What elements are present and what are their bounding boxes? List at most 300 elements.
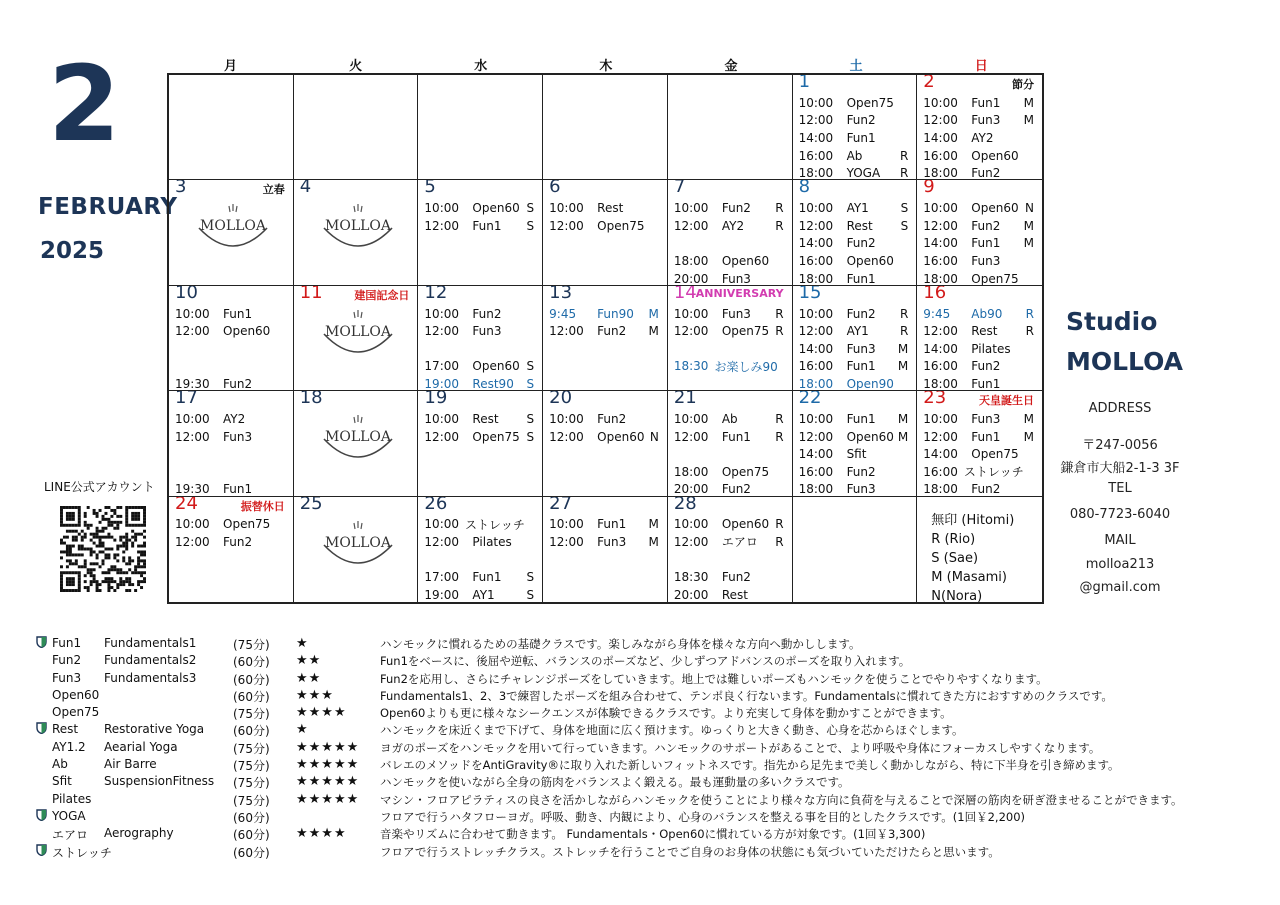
- entry-time: 17:00: [424, 570, 460, 585]
- schedule-entry[interactable]: [175, 322, 285, 340]
- day-number: 1: [798, 75, 811, 92]
- entry-class: Open60: [721, 517, 770, 532]
- calendar-cell: [294, 286, 419, 391]
- class-row: [36, 809, 1276, 826]
- entry-class: Open60: [971, 201, 1019, 216]
- entry-time: 20:00: [673, 271, 709, 286]
- schedule-entry[interactable]: [175, 463, 285, 481]
- entry-class: Fun90: [597, 306, 634, 321]
- class-row: [36, 688, 1276, 705]
- entry-time: 9:45: [549, 306, 577, 321]
- day-label: 天皇誕生日: [979, 394, 1034, 408]
- calendar-cell: [169, 180, 294, 285]
- calendar-cell: [294, 75, 419, 180]
- logo-text: MOLLOA: [324, 429, 391, 446]
- schedule-entry[interactable]: [923, 481, 1034, 497]
- entry-class: Fun1: [846, 359, 876, 374]
- schedule-entry[interactable]: [674, 428, 784, 446]
- entry-class: Open60: [597, 429, 645, 444]
- schedule-entry[interactable]: [674, 235, 784, 253]
- entry-instructor: M: [1023, 113, 1034, 128]
- schedule-entry[interactable]: [923, 410, 1034, 428]
- class-name: Aearial Yoga: [104, 739, 178, 754]
- schedule-entry[interactable]: [799, 410, 909, 428]
- class-row: [36, 757, 1276, 774]
- entry-instructor: M: [648, 517, 659, 532]
- schedule-entry[interactable]: [799, 217, 909, 235]
- entry-time: 16:00: [923, 148, 958, 163]
- schedule-entry[interactable]: [799, 252, 909, 270]
- molloa-logo: [320, 310, 396, 360]
- class-schedule: [175, 305, 285, 391]
- molloa-logo: [320, 204, 396, 254]
- entry-time: 12:00: [923, 429, 958, 444]
- class-description: Fundamentals1、2、3で練習したポーズを組み合わせて、テンポ良く行ないます。Fundamentalsに慣れてきた方におすすめのクラスです。: [380, 688, 1113, 703]
- entry-time: 12:00: [424, 429, 460, 444]
- entry-class: Ab: [846, 148, 863, 163]
- entry-class: Fun2: [971, 166, 1001, 181]
- schedule-entry[interactable]: [799, 164, 909, 180]
- class-schedule: [549, 305, 659, 340]
- schedule-entry[interactable]: [799, 270, 909, 286]
- schedule-entry[interactable]: [923, 463, 1034, 481]
- entry-time: 14:00: [923, 341, 958, 356]
- entry-class: ストレッチ: [465, 517, 525, 532]
- entry-time: 12:00: [923, 324, 958, 339]
- entry-time: 16:00: [798, 464, 834, 479]
- schedule-entry[interactable]: [674, 410, 784, 428]
- entry-time: 16:00: [923, 253, 958, 268]
- schedule-entry[interactable]: [424, 551, 534, 569]
- schedule-entry[interactable]: [799, 358, 909, 376]
- entry-class: Fun1: [846, 130, 876, 145]
- entry-time: 19:30: [175, 482, 210, 497]
- schedule-entry[interactable]: [799, 235, 909, 253]
- tel-number: 080-7723-6040: [1069, 507, 1171, 522]
- schedule-entry[interactable]: [923, 164, 1034, 180]
- calendar-cell: [917, 180, 1042, 285]
- entry-instructor: R: [1025, 306, 1034, 321]
- entry-instructor: M: [897, 341, 909, 356]
- schedule-entry[interactable]: [923, 112, 1034, 130]
- schedule-entry[interactable]: [175, 340, 285, 358]
- qr-code-icon[interactable]: [60, 506, 146, 592]
- schedule-entry[interactable]: [674, 533, 784, 551]
- calendar-cell: [543, 497, 668, 602]
- entry-time: 18:30: [673, 359, 709, 374]
- class-schedule: [923, 199, 1034, 285]
- entry-class: Fun3: [472, 324, 502, 339]
- entry-class: Fun2: [846, 236, 876, 251]
- class-schedule: [424, 305, 534, 391]
- entry-time: 10:00: [175, 517, 210, 532]
- entry-time: 18:00: [923, 482, 958, 497]
- entry-time: 10:00: [673, 517, 709, 532]
- entry-time: 10:00: [923, 201, 958, 216]
- entry-class: Fun2: [721, 570, 751, 585]
- calendar-cell: [917, 286, 1042, 391]
- weekday-label: 火: [349, 59, 363, 74]
- day-number: 16: [923, 285, 947, 303]
- schedule-entry[interactable]: [799, 463, 909, 481]
- class-difficulty: ★★★★★: [296, 791, 360, 807]
- schedule-entry[interactable]: [923, 270, 1034, 286]
- schedule-entry[interactable]: [923, 199, 1034, 217]
- class-code: AY1.2: [52, 739, 86, 754]
- entry-time: 18:00: [923, 376, 958, 391]
- calendar-cell: [793, 497, 918, 602]
- schedule-entry[interactable]: [674, 516, 784, 534]
- line-account-label: LINE公式アカウント: [44, 480, 155, 494]
- schedule-entry[interactable]: [674, 568, 784, 586]
- class-row: [36, 740, 1276, 757]
- schedule-entry[interactable]: [674, 217, 784, 235]
- schedule-entry[interactable]: [674, 305, 784, 323]
- entry-time: 12:00: [424, 218, 460, 233]
- schedule-entry[interactable]: [674, 270, 784, 286]
- schedule-entry[interactable]: [175, 516, 285, 534]
- entry-instructor: R: [775, 429, 784, 444]
- entry-instructor: R: [899, 306, 909, 321]
- weekday-label: 土: [849, 59, 863, 74]
- calendar-cell: [418, 286, 543, 391]
- schedule-entry[interactable]: [549, 305, 659, 323]
- entry-instructor: M: [1023, 218, 1034, 233]
- schedule-entry[interactable]: [799, 112, 909, 130]
- schedule-entry[interactable]: [175, 481, 285, 497]
- entry-time: 12:00: [673, 218, 709, 233]
- schedule-entry[interactable]: [923, 445, 1034, 463]
- schedule-entry[interactable]: [424, 568, 534, 586]
- entry-class: Fun1: [846, 411, 876, 426]
- class-list: [36, 636, 1276, 861]
- class-row: [36, 653, 1276, 670]
- entry-instructor: M: [897, 429, 909, 444]
- schedule-entry[interactable]: [424, 375, 534, 391]
- schedule-entry[interactable]: [424, 199, 534, 217]
- entry-class: Fun1: [971, 95, 1001, 110]
- entry-class: AY2: [971, 130, 994, 145]
- entry-class: Open75: [971, 271, 1019, 286]
- schedule-entry[interactable]: [674, 551, 784, 569]
- class-code: Fun3: [52, 670, 82, 685]
- schedule-entry[interactable]: [549, 410, 659, 428]
- entry-time: 12:00: [798, 113, 834, 128]
- molloa-logo: [320, 415, 396, 465]
- schedule-entry[interactable]: [175, 533, 285, 551]
- schedule-entry[interactable]: [424, 340, 534, 358]
- entry-class: AY1: [846, 324, 869, 339]
- entry-instructor: R: [775, 517, 784, 532]
- entry-time: 12:00: [549, 534, 584, 549]
- schedule-entry[interactable]: [674, 463, 784, 481]
- schedule-entry[interactable]: [175, 358, 285, 376]
- entry-time: 18:00: [798, 166, 834, 181]
- entry-class: Rest: [846, 218, 873, 233]
- entry-instructor: R: [775, 534, 784, 549]
- day-number: 21: [673, 391, 697, 409]
- class-duration: (60分): [233, 845, 270, 860]
- schedule-entry[interactable]: [424, 358, 534, 376]
- schedule-entry[interactable]: [674, 445, 784, 463]
- schedule-entry[interactable]: [549, 217, 659, 235]
- entry-time: 12:00: [549, 429, 584, 444]
- entry-time: 12:00: [798, 429, 834, 444]
- schedule-entry[interactable]: [549, 199, 659, 217]
- class-description: 音楽やリズムに合わせて動きます。 Fundamentals・Open60に慣れている方が対象です。(1回￥3,300): [380, 827, 926, 842]
- entry-instructor: M: [1023, 95, 1034, 110]
- schedule-entry[interactable]: [424, 516, 534, 534]
- schedule-entry[interactable]: [799, 340, 909, 358]
- schedule-entry[interactable]: [424, 586, 534, 602]
- calendar-cell: [294, 391, 419, 496]
- weekday-label: 金: [724, 59, 738, 74]
- schedule-entry[interactable]: [799, 305, 909, 323]
- schedule-entry[interactable]: [424, 410, 534, 428]
- calendar-cell: [917, 75, 1042, 180]
- schedule-entry[interactable]: [424, 305, 534, 323]
- entry-class: Open75: [721, 324, 770, 339]
- entry-class: AY1: [472, 587, 495, 602]
- entry-time: 10:00: [798, 306, 834, 321]
- class-schedule: [549, 199, 659, 234]
- schedule-entry[interactable]: [799, 199, 909, 217]
- entry-instructor: M: [897, 359, 909, 374]
- entry-time: 16:00: [798, 253, 834, 268]
- class-code: Rest: [52, 722, 79, 737]
- day-number: 9: [923, 180, 935, 198]
- entry-class: Fun3: [971, 411, 1001, 426]
- entry-time: 10:00: [798, 95, 834, 110]
- schedule-entry[interactable]: [923, 147, 1034, 165]
- entry-class: Open60: [472, 359, 520, 374]
- class-code: Fun2: [52, 653, 82, 668]
- entry-time: 14:00: [923, 130, 958, 145]
- entry-time: 19:00: [424, 587, 460, 602]
- class-difficulty: ★★★★: [296, 705, 347, 721]
- entry-class: Fun3: [846, 341, 876, 356]
- schedule-entry[interactable]: [923, 322, 1034, 340]
- entry-time: 12:00: [673, 324, 709, 339]
- calendar-cell: [543, 391, 668, 496]
- class-row: [36, 774, 1276, 791]
- schedule-entry[interactable]: [175, 410, 285, 428]
- schedule-entry[interactable]: [549, 428, 659, 446]
- day-number: 18: [299, 391, 323, 409]
- entry-instructor: M: [648, 324, 659, 339]
- schedule-entry[interactable]: [175, 428, 285, 446]
- calendar-cell: [917, 391, 1042, 496]
- entry-class: Fun1: [721, 429, 751, 444]
- entry-class: Fun3: [721, 306, 751, 321]
- calendar-cell: [169, 497, 294, 602]
- day-number: 20: [549, 391, 573, 409]
- class-duration: (60分): [233, 689, 270, 704]
- schedule-entry[interactable]: [923, 340, 1034, 358]
- schedule-entry[interactable]: [424, 322, 534, 340]
- schedule-entry[interactable]: [799, 94, 909, 112]
- schedule-entry[interactable]: [424, 428, 534, 446]
- entry-time: 12:00: [549, 324, 584, 339]
- entry-time: 18:00: [923, 166, 958, 181]
- entry-time: 18:00: [798, 376, 834, 391]
- calendar-cell: [668, 391, 793, 496]
- calendar-cell: [169, 286, 294, 391]
- entry-time: 12:00: [175, 429, 210, 444]
- entry-time: 10:00: [549, 411, 584, 426]
- studio-name-line2: MOLLOA: [1066, 347, 1184, 376]
- calendar-cell: [793, 180, 918, 285]
- entry-time: 9:45: [923, 306, 951, 321]
- schedule-entry[interactable]: [549, 516, 659, 534]
- entry-instructor: S: [526, 411, 535, 426]
- class-schedule: [799, 94, 909, 180]
- schedule-entry[interactable]: [674, 199, 784, 217]
- schedule-entry[interactable]: [799, 445, 909, 463]
- entry-instructor: R: [899, 166, 909, 181]
- calendar-cell: [917, 497, 1042, 602]
- entry-class: Open75: [597, 218, 645, 233]
- calendar-cell: [418, 497, 543, 602]
- day-number: 6: [549, 180, 561, 198]
- entry-instructor: S: [526, 201, 535, 216]
- schedule-entry[interactable]: [549, 322, 659, 340]
- entry-time: 12:00: [424, 534, 460, 549]
- schedule-entry[interactable]: [424, 533, 534, 551]
- class-row: [36, 826, 1276, 843]
- class-description: Open60よりも更に様々なシークエンスが体験できるクラスです。より充実して身体を動かすことができます。: [380, 706, 952, 721]
- schedule-entry[interactable]: [799, 322, 909, 340]
- schedule-entry[interactable]: [799, 129, 909, 147]
- entry-time: 20:00: [673, 587, 709, 602]
- schedule-entry[interactable]: [424, 217, 534, 235]
- entry-class: Open75: [223, 517, 271, 532]
- schedule-entry[interactable]: [175, 445, 285, 463]
- entry-time: 14:00: [798, 447, 834, 462]
- entry-instructor: R: [775, 218, 784, 233]
- schedule-entry[interactable]: [674, 322, 784, 340]
- calendar-cell: [668, 497, 793, 602]
- entry-time: 12:00: [175, 324, 210, 339]
- day-number: 12: [424, 285, 448, 303]
- entry-class: Fun1: [223, 306, 253, 321]
- address: 鎌倉市大船2-1-3 3F: [1060, 461, 1180, 476]
- entry-instructor: S: [900, 201, 909, 216]
- class-description: ハンモックを使いながら全身の筋肉をバランスよく鍛える。最も運動量の多いクラスです。: [380, 775, 850, 790]
- schedule-entry[interactable]: [175, 305, 285, 323]
- entry-class: Rest: [472, 411, 499, 426]
- entry-time: 18:00: [798, 271, 834, 286]
- class-difficulty: ★★★★★: [296, 757, 360, 773]
- class-difficulty: ★★★: [296, 687, 334, 703]
- entry-instructor: R: [775, 411, 784, 426]
- schedule-entry[interactable]: [674, 358, 784, 376]
- day-number: 15: [798, 285, 822, 303]
- class-duration: (60分): [233, 672, 270, 687]
- entry-time: 18:00: [923, 271, 958, 286]
- day-label: 立春: [262, 183, 285, 197]
- class-duration: (60分): [233, 655, 270, 670]
- month-number: 2: [48, 43, 121, 165]
- calendar-grid: [167, 73, 1044, 604]
- schedule-entry[interactable]: [674, 481, 784, 497]
- class-code: Open60: [52, 687, 100, 702]
- class-code: Open75: [52, 705, 100, 720]
- class-schedule: [424, 410, 534, 445]
- schedule-entry[interactable]: [674, 586, 784, 602]
- class-duration: (75分): [233, 638, 270, 652]
- entry-time: 10:00: [673, 306, 709, 321]
- day-number: 3: [175, 180, 187, 198]
- day-number: 14: [673, 285, 697, 303]
- shield-icon: [36, 844, 48, 859]
- day-label: ANNIVERSARY: [695, 286, 784, 300]
- entry-class: Fun2: [472, 306, 502, 321]
- schedule-entry[interactable]: [175, 375, 285, 391]
- legend-item: S (Sae): [931, 550, 979, 566]
- schedule-entry[interactable]: [549, 533, 659, 551]
- day-number: 24: [175, 496, 198, 514]
- class-schedule: [923, 94, 1034, 180]
- schedule-entry[interactable]: [923, 428, 1034, 446]
- schedule-entry[interactable]: [674, 252, 784, 270]
- schedule-entry[interactable]: [923, 358, 1034, 376]
- schedule-entry[interactable]: [923, 252, 1034, 270]
- class-row: [36, 671, 1276, 688]
- day-number: 17: [175, 391, 198, 409]
- schedule-entry[interactable]: [674, 340, 784, 358]
- entry-class: Pilates: [971, 341, 1011, 356]
- entry-class: YOGA: [846, 166, 881, 181]
- logo-text: MOLLOA: [324, 534, 391, 551]
- class-code: Sfit: [52, 774, 72, 789]
- class-code: Pilates: [52, 791, 92, 806]
- entry-time: 12:00: [549, 218, 584, 233]
- calendar-cell: [668, 286, 793, 391]
- entry-time: 18:00: [673, 464, 709, 479]
- class-description: Fun2を応用し、さらにチャレンジポーズをしていきます。地上では難しいポーズもハンモックを使うことでやりやすくなります。: [380, 671, 1048, 686]
- schedule-entry[interactable]: [799, 375, 909, 391]
- entry-time: 12:00: [673, 429, 709, 444]
- schedule-entry[interactable]: [923, 235, 1034, 253]
- schedule-entry[interactable]: [799, 481, 909, 497]
- class-code: Ab: [52, 757, 68, 772]
- class-row: [36, 844, 1276, 861]
- schedule-entry[interactable]: [923, 94, 1034, 112]
- schedule-entry[interactable]: [799, 147, 909, 165]
- shield-icon: [36, 636, 48, 651]
- entry-class: Fun2: [597, 411, 627, 426]
- class-schedule: [923, 305, 1034, 391]
- schedule-entry[interactable]: [923, 305, 1034, 323]
- entry-class: Fun2: [223, 534, 253, 549]
- entry-class: Open90: [846, 376, 894, 391]
- entry-class: ストレッチ: [963, 465, 1024, 480]
- entry-class: Fun2: [846, 113, 876, 128]
- entry-class: Fun1: [971, 376, 1001, 391]
- entry-instructor: N: [649, 429, 659, 444]
- weekday-label: 木: [599, 59, 613, 74]
- class-difficulty: ★★★★★: [296, 739, 360, 755]
- class-code: エアロ: [52, 828, 89, 843]
- schedule-entry[interactable]: [923, 217, 1034, 235]
- entry-instructor: S: [526, 429, 535, 444]
- entry-class: Rest: [721, 587, 748, 602]
- schedule-entry[interactable]: [923, 375, 1034, 391]
- schedule-entry[interactable]: [923, 129, 1034, 147]
- schedule-entry[interactable]: [799, 428, 909, 446]
- entry-time: 16:00: [923, 464, 958, 479]
